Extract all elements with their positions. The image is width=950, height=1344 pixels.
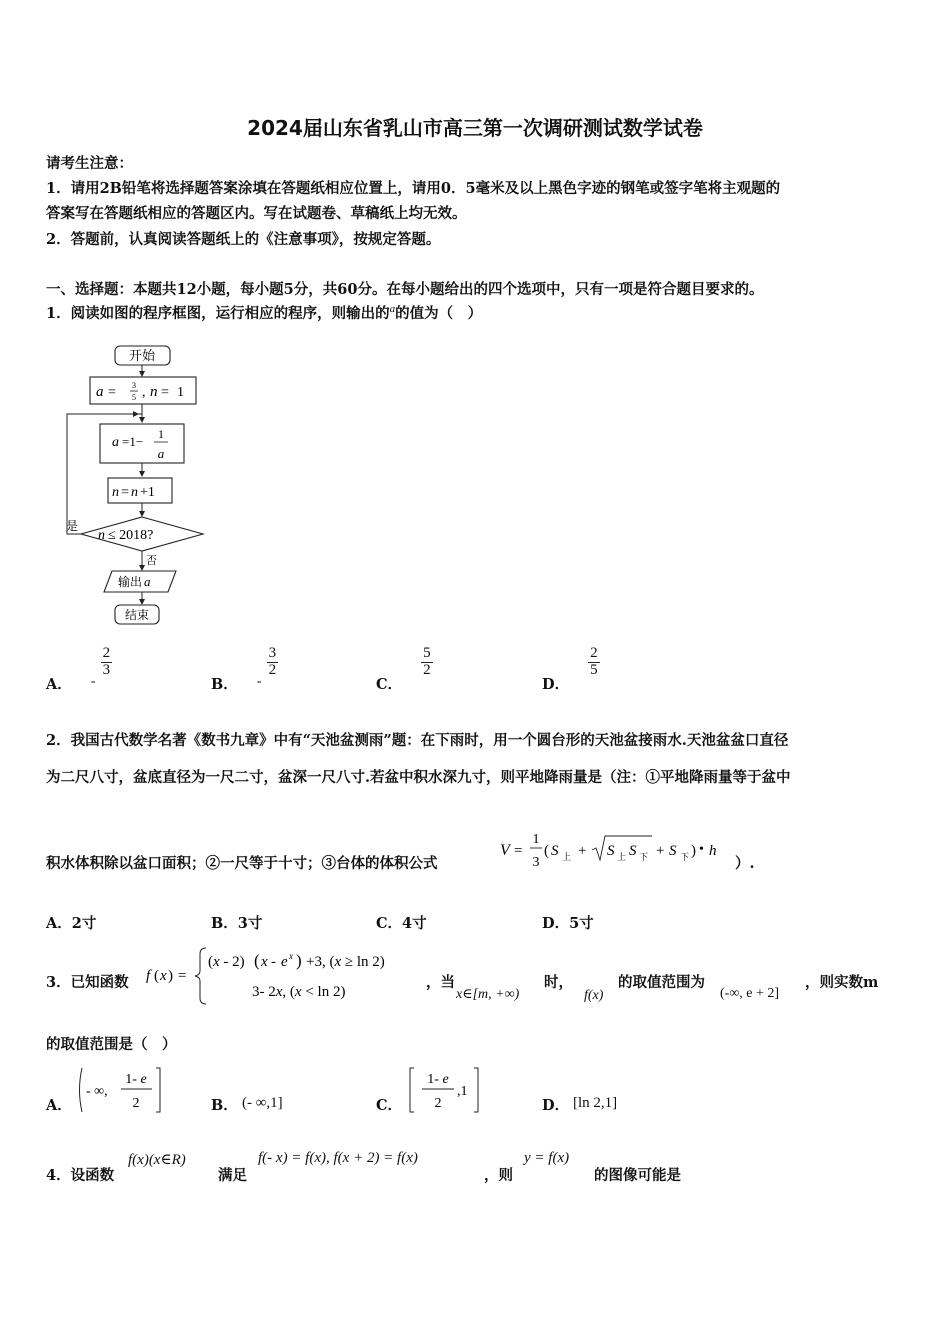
q2-option-b[interactable]: B．3寸	[211, 915, 263, 932]
svg-text:(: (	[154, 968, 159, 984]
q1-option-a[interactable]: A． - $\frac{2}{3}$	[46, 645, 111, 693]
q1-text-a: 1．阅读如图的程序框图，运行相应的程序，则输出的	[46, 305, 390, 322]
q3-option-d[interactable]: [ln 2,1]	[573, 1095, 618, 1111]
q4-condition: f(- x) = f(x), f(x + 2) = f(x)	[258, 1150, 418, 1166]
q2-formula-end: ）.	[735, 855, 755, 872]
q3-option-a-label[interactable]: A．	[46, 1097, 72, 1114]
svg-text:n: n	[131, 485, 138, 500]
svg-text:-: -	[271, 954, 276, 970]
svg-text:5: 5	[132, 393, 136, 402]
svg-text:1- e: 1- e	[125, 1072, 147, 1087]
flow-start-label: 开始	[128, 348, 156, 363]
q2-line-2: 为二尺八寸，盆底直径为一尺二寸，盆深一尺八寸.若盆中积水深九寸，则平地降雨量是（注：①平地降雨量等于盆中	[46, 769, 791, 786]
q3-option-d-label[interactable]: D．	[542, 1097, 570, 1114]
svg-text:下: 下	[680, 852, 690, 862]
svg-text:3: 3	[132, 381, 136, 390]
svg-text:2: 2	[434, 1096, 442, 1111]
q2-line-3: 积水体积除以盆口面积；②一尺等于十寸；③台体的体积公式	[46, 855, 438, 872]
q1-option-c[interactable]: C． $\frac{5}{2}$	[376, 645, 431, 693]
svg-text:a: a	[157, 446, 165, 461]
q1-option-b[interactable]: B． - $\frac{3}{2}$	[211, 645, 277, 693]
notice-line-2: 答案写在答题纸相应的答题区内。写在试题卷、草稿纸上均无效。	[46, 205, 467, 222]
svg-text:=: =	[121, 485, 129, 500]
q3-option-b-label[interactable]: B．	[211, 1097, 238, 1114]
q2-line-1: 2．我国古代数学名著《数书九章》中有“天池盆测雨”题：在下雨时，用一个圆台形的天池盆接雨水.天池盆盆口直径	[46, 732, 789, 749]
svg-text:=: =	[161, 385, 169, 400]
svg-text:=: =	[178, 968, 187, 984]
q2-option-c[interactable]: C．4寸	[376, 915, 427, 932]
svg-text:1- e: 1- e	[427, 1072, 449, 1087]
svg-text:+: +	[578, 843, 587, 859]
q3-text-when: ，当	[426, 974, 455, 991]
svg-text:(: (	[254, 951, 260, 970]
svg-text:=: =	[514, 843, 523, 859]
svg-text:S: S	[607, 843, 615, 859]
svg-text:x: x	[261, 954, 268, 970]
svg-text:+3, (x ≥ ln 2): +3, (x ≥ ln 2)	[306, 954, 385, 970]
q3-range: (-∞, e + 2]	[720, 986, 780, 1001]
svg-text:1: 1	[532, 832, 540, 847]
svg-text:): )	[296, 951, 302, 970]
q3-text-a: 3．已知函数	[46, 974, 129, 991]
svg-text:•: •	[699, 842, 704, 857]
q3-fx: f(x)	[584, 988, 604, 1003]
q3-line-2: 的取值范围是（ ）	[46, 1036, 177, 1053]
q2-option-a[interactable]: A．2寸	[46, 915, 97, 932]
q4-text-d: 的图像可能是	[594, 1167, 681, 1184]
flow-step1-label: a	[112, 435, 119, 450]
q3-piece-2: 3- 2x, (x < ln 2)	[252, 984, 346, 1000]
svg-text:=: =	[108, 385, 116, 400]
svg-text:≤ 2018?: ≤ 2018?	[108, 528, 154, 543]
svg-text:a: a	[144, 574, 151, 589]
svg-text:f: f	[146, 968, 151, 984]
q3-option-b[interactable]: (- ∞,1]	[242, 1095, 283, 1111]
flow-end-label: 结束	[124, 608, 150, 622]
svg-text:e: e	[281, 954, 288, 970]
flow-step2-label: n	[112, 485, 119, 500]
svg-text:S: S	[629, 843, 637, 859]
q3-text-end: ，则实数m	[805, 974, 879, 991]
svg-text:x: x	[289, 951, 293, 961]
svg-text:+: +	[656, 843, 665, 859]
flow-cond-label: n	[98, 528, 105, 543]
q3-option-a[interactable]	[74, 1064, 174, 1116]
q3-text-range: 的取值范围为	[618, 974, 705, 991]
q2-option-d[interactable]: D．5寸	[542, 915, 594, 932]
svg-text:n: n	[150, 384, 158, 400]
svg-text:3: 3	[532, 855, 540, 870]
notice-heading: 请考生注意：	[46, 155, 133, 172]
q4-y: y = f(x)	[524, 1150, 570, 1166]
flow-no-label: 否	[146, 555, 157, 567]
q3-text-shi: 时，	[544, 974, 573, 991]
svg-text:1: 1	[177, 385, 184, 400]
svg-text:- ∞,: - ∞,	[86, 1084, 108, 1099]
svg-text:V: V	[500, 842, 510, 859]
q2-formula	[498, 826, 730, 874]
svg-text:+1: +1	[140, 485, 155, 500]
q1-var: a	[389, 303, 396, 316]
q4-text-c: ，则	[484, 1167, 513, 1184]
q1-flowchart	[60, 340, 220, 632]
svg-text:): )	[691, 843, 696, 859]
q1-text-b: 的值为（ ）	[395, 305, 483, 322]
svg-text:x: x	[160, 968, 167, 984]
svg-text:下: 下	[639, 852, 649, 862]
svg-text:上: 上	[562, 852, 572, 862]
svg-text:1: 1	[158, 427, 164, 441]
q1-stem	[46, 302, 482, 323]
q3-option-c-label[interactable]: C．	[376, 1097, 403, 1114]
svg-text:(: (	[544, 843, 549, 859]
q4-text-a: 4．设函数	[46, 1167, 115, 1184]
flow-init-label: a	[96, 384, 104, 400]
svg-text:=1−: =1−	[122, 434, 144, 449]
flow-output-label: 输出	[118, 575, 143, 589]
section-heading: 一、选择题：本题共12小题，每小题5分，共60分。在每小题给出的四个选项中，只有一项是符合题目要求的。	[46, 281, 764, 298]
q1-option-d[interactable]: D． $\frac{2}{5}$	[542, 645, 598, 693]
q4-text-b: 满足	[218, 1167, 247, 1184]
svg-text:,1: ,1	[457, 1084, 468, 1099]
q3-piecewise	[144, 944, 424, 1008]
q3-option-c[interactable]	[404, 1064, 488, 1116]
q3-domain: x∈[m, +∞)	[456, 987, 520, 1002]
svg-text:): )	[168, 968, 173, 984]
svg-text:S: S	[551, 843, 559, 859]
svg-text:,: ,	[142, 385, 146, 400]
svg-text:上: 上	[617, 852, 627, 862]
notice-line-3: 2．答题前，认真阅读答题纸上的《注意事项》，按规定答题。	[46, 231, 441, 248]
svg-text:h: h	[709, 843, 717, 859]
notice-line-1: 1．请用2B铅笔将选择题答案涂填在答题纸相应位置上，请用0．5毫米及以上黑色字迹的钢笔或签字笔将主观题的	[46, 180, 781, 197]
q4-f1: f(x)(x∈R)	[128, 1152, 186, 1168]
q3-piece-1: (x - 2)	[208, 954, 245, 970]
flow-yes-label: 是	[66, 519, 79, 533]
page-title: 2024届山东省乳山市高三第一次调研测试数学试卷	[247, 116, 703, 140]
svg-text:2: 2	[132, 1096, 140, 1111]
svg-text:S: S	[669, 843, 677, 859]
